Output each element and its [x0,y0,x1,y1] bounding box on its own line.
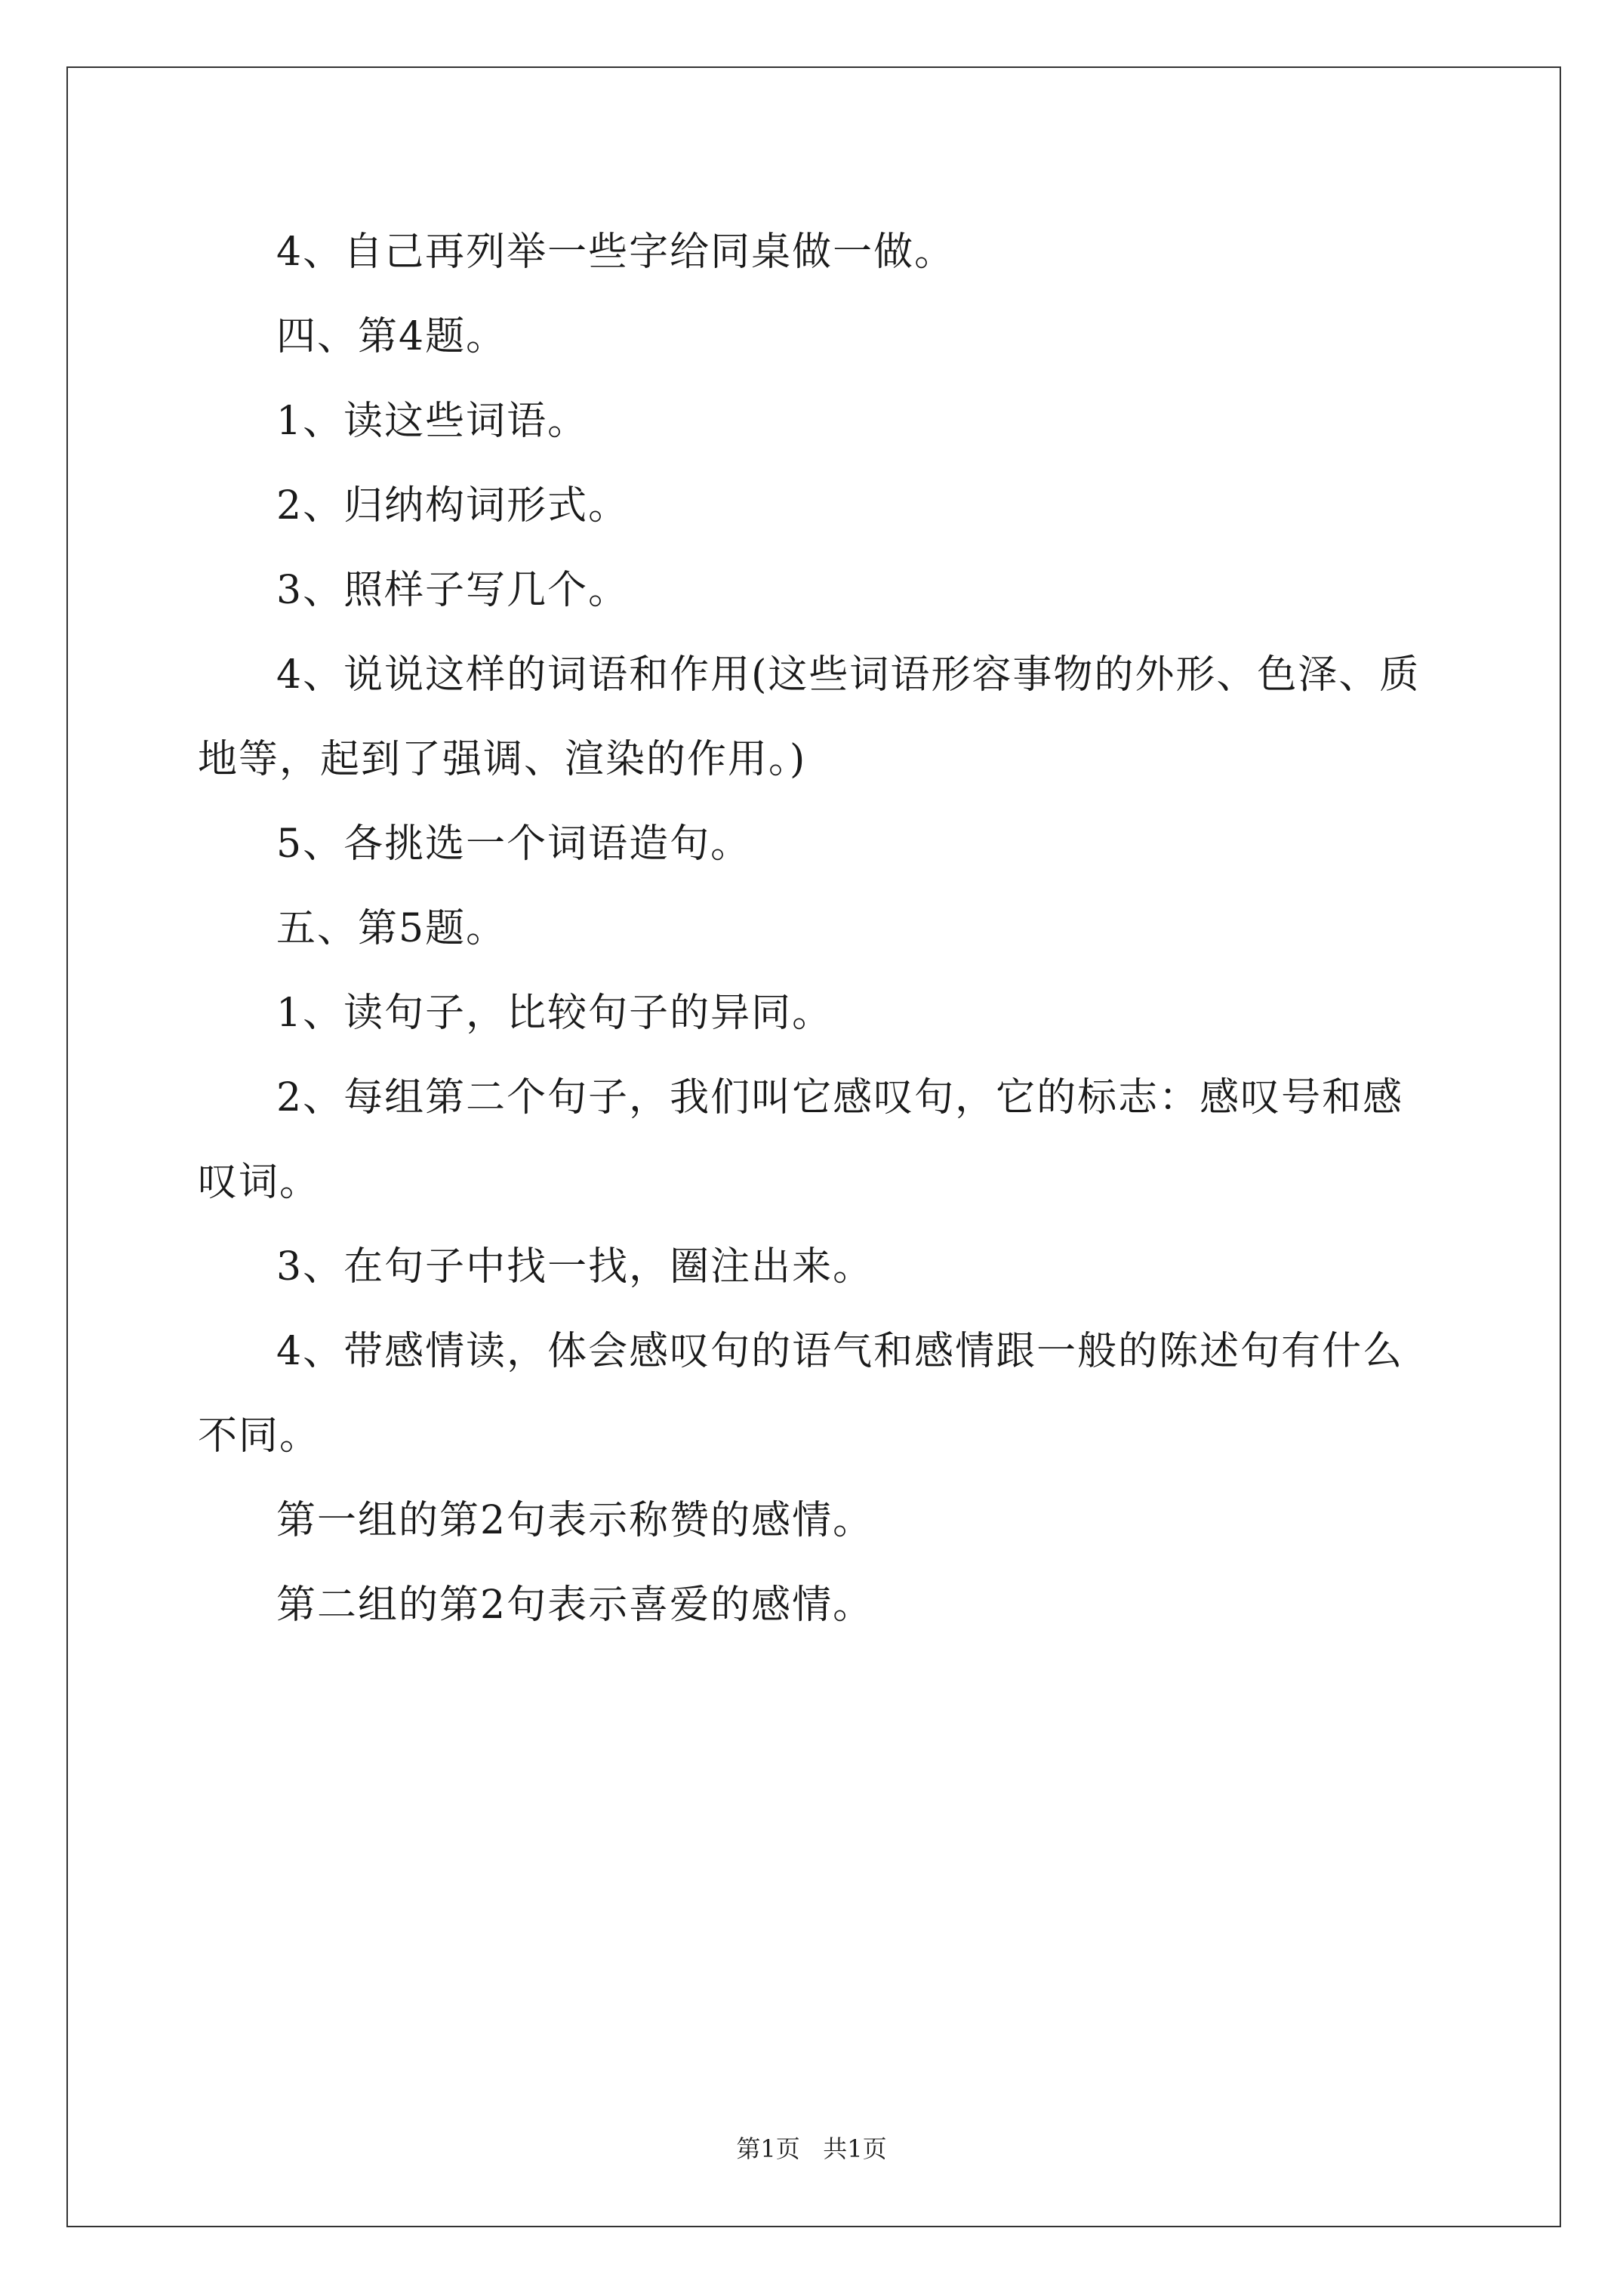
section-heading-4: 四、第4题。 [276,314,507,359]
paragraph-13: 第一组的第2句表示称赞的感情。 [276,1498,874,1543]
paragraph-7: 5、各挑选一个词语造句。 [276,821,752,867]
paragraph-14: 第二组的第2句表示喜爱的感情。 [276,1583,874,1628]
paragraph-4: 2、归纳构词形式。 [276,483,630,529]
section-heading-5: 五、第5题。 [276,906,507,951]
paragraph-3: 1、读这些词语。 [276,399,589,444]
paragraph-9: 1、读句子，比较句子的异同。 [276,991,833,1036]
page-footer [0,2134,1623,2164]
document-body [198,210,1436,1647]
paragraph-11: 3、在句子中找一找，圈注出来。 [276,1244,874,1290]
paragraph-5: 3、照样子写几个。 [276,568,630,613]
paragraph-10: 2、每组第二个句子，我们叫它感叹句，它的标志：感叹号和感叹词。 [198,1075,1404,1205]
paragraph-12: 4、带感情读，体会感叹句的语气和感情跟一般的陈述句有什么不同。 [198,1329,1404,1459]
paragraph-6: 4、说说这样的词语和作用(这些词语形容事物的外形、色泽、质地等，起到了强调、渲染的作用。) [198,652,1421,782]
page-number: 第1页 共1页 [736,2134,887,2163]
paragraph-1: 4、自己再列举一些字给同桌做一做。 [276,230,956,275]
